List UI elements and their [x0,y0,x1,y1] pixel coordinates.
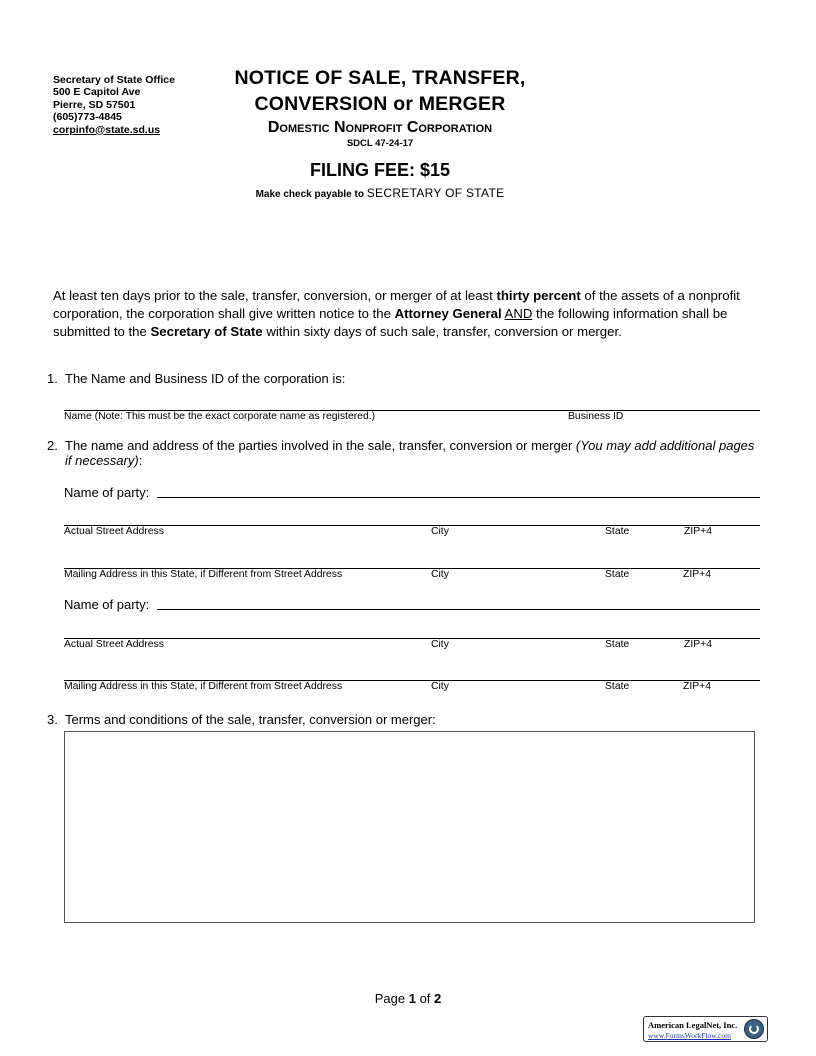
page-indicator [0,991,816,1006]
page-total: 2 [434,991,442,1006]
q2-text [65,438,755,468]
q2-text-main: The name and address of the parties involved in the sale, transfer, conversion or merger [65,438,576,453]
office-street: 500 E Capitol Ave [53,86,141,99]
intro-underline: AND [504,306,533,321]
page-word: Page [374,991,406,1006]
form-subtitle: Domestic Nonprofit Corporation [267,119,493,136]
party2-street-zip-caption: ZIP+4 [684,639,713,650]
terms-textarea[interactable] [64,731,755,923]
party2-street-field[interactable] [64,638,760,639]
q2-text-italic: (You may add additional pages if necessary) [65,438,755,468]
party1-street-state-caption: State [605,526,630,537]
filing-fee-amount: $15 [419,160,451,180]
payable-label: Make check payable to [255,189,364,200]
party1-street-field[interactable] [64,525,760,526]
intro-bold-1: thirty percent [496,288,581,303]
party1-mailing-zip-caption: ZIP+4 [683,569,712,580]
business-id-caption: Business ID [568,411,624,422]
party2-mailing-zip-caption: ZIP+4 [683,681,712,692]
intro-text-2: of the assets of a nonprofit corporation, the corporation shall give written notice to the [53,288,740,321]
logo-swirl-icon [744,1019,764,1039]
q1-text: The Name and Business ID of the corporation is: [65,371,346,386]
party2-street-state-caption: State [605,639,630,650]
logo-company-name: American LegalNet, Inc. [648,1020,738,1030]
party1-name-field[interactable] [157,497,760,498]
office-city: Pierre, SD 57501 [53,98,136,111]
q3-number: 3. [47,712,58,727]
q3-text: Terms and conditions of the sale, transfer, conversion or merger: [65,712,436,727]
party1-label: Name of party: [64,485,150,500]
office-address [53,74,175,136]
intro-bold-3: Secretary of State [150,324,263,339]
party2-street-caption: Actual Street Address [64,639,164,650]
logo-website-link[interactable]: www.FormsWorkFlow.com [648,1031,732,1040]
party1-mailing-state-caption: State [605,569,630,580]
intro-bold-2: Attorney General [394,306,502,321]
party2-mailing-state-caption: State [605,681,630,692]
party1-street-caption: Actual Street Address [64,526,164,537]
party2-name-field[interactable] [157,609,760,610]
office-email-link[interactable]: corpinfo@state.sd.us [53,123,161,136]
party1-mailing-caption: Mailing Address in this State, if Different from Street Address [64,569,343,580]
q1-number: 1. [47,371,58,386]
page-of-word: of [419,991,431,1006]
party2-label: Name of party: [64,597,150,612]
party2-mailing-caption: Mailing Address in this State, if Different from Street Address [64,681,343,692]
q2-number: 2. [47,438,58,453]
corp-name-caption: Name (Note: This must be the exact corporate name as registered.) [64,411,376,422]
intro-text-4: within sixty days of such sale, transfer, conversion or merger. [262,324,622,339]
party1-mailing-city-caption: City [431,569,449,580]
q2-text-colon: : [138,453,143,468]
form-title-line2: CONVERSION or MERGER [254,93,506,115]
intro-text-3: the following information shall be submitted to the [53,306,728,339]
payable-to: SECRETARY OF STATE [366,186,505,200]
filing-fee-label: FILING FEE: [309,160,415,180]
american-legalnet-logo[interactable] [643,1016,768,1042]
party2-mailing-city-caption: City [431,681,449,692]
office-phone: (605)773-4845 [53,111,122,124]
office-name: Secretary of State Office [53,74,175,86]
party1-street-city-caption: City [431,526,449,537]
intro-paragraph [53,287,773,341]
form-title-line1: NOTICE OF SALE, TRANSFER, [234,67,526,89]
page-number: 1 [408,991,416,1006]
party2-street-city-caption: City [431,639,449,650]
statute-reference: SDCL 47-24-17 [346,138,414,149]
filing-fee [180,160,580,181]
payable-note [180,186,580,200]
intro-text-1: At least ten days prior to the sale, transfer, conversion, or merger of at least [53,288,497,303]
party1-street-zip-caption: ZIP+4 [684,526,713,537]
